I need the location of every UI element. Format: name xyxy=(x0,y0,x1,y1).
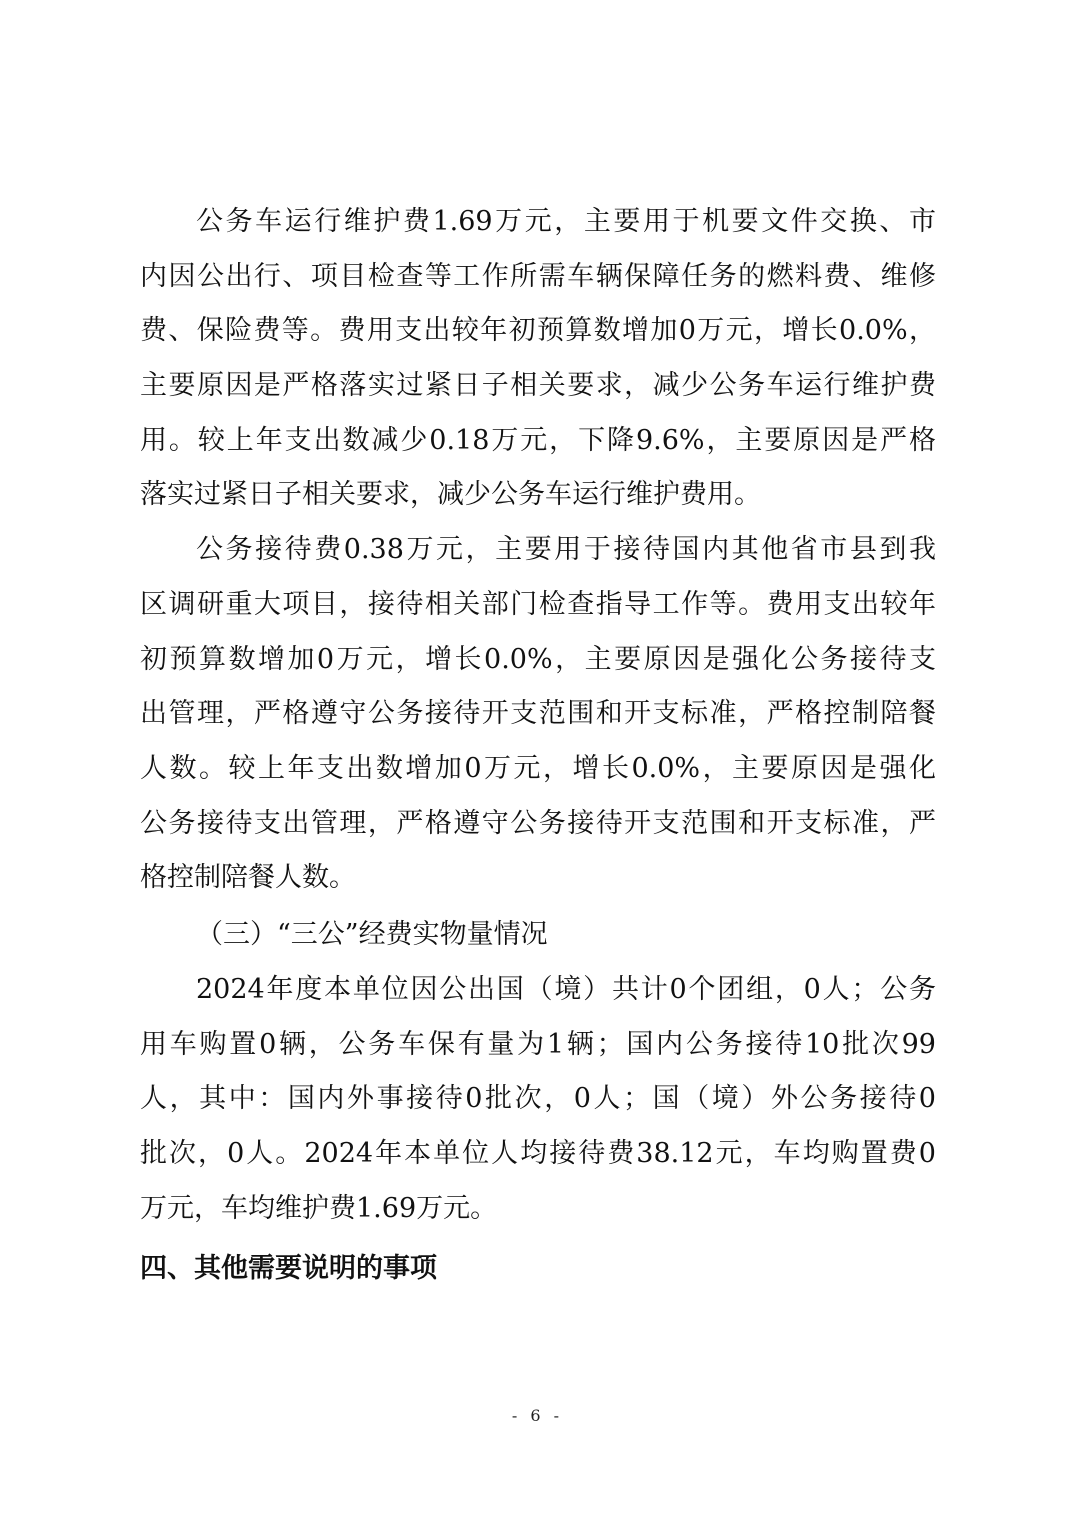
paragraph-line: 批次，0人。2024年本单位人均接待费38.12元，车均购置费0 xyxy=(140,1138,936,1169)
paragraph-line: 主要原因是严格落实过紧日子相关要求，减少公务车运行维护费 xyxy=(140,370,936,402)
paragraph-line: 公务接待费0.38万元，主要用于接待国内其他省市县到我 xyxy=(196,534,936,566)
paragraph xyxy=(140,195,936,523)
paragraph-line: 内因公出行、项目检查等工作所需车辆保障任务的燃料费、维修 xyxy=(140,260,936,292)
paragraph-line: 万元，车均维护费1.69万元。 xyxy=(140,1192,498,1224)
paragraph-line: 费、保险费等。费用支出较年初预算数增加0万元，增长0.0%， xyxy=(140,315,936,347)
paragraph-line: 用车购置0辆，公务车保有量为1辆；国内公务接待10批次99 xyxy=(140,1028,936,1060)
paragraph xyxy=(140,963,936,1236)
paragraph-line: 公务接待支出管理，严格遵守公务接待开支范围和开支标准，严 xyxy=(140,807,936,839)
paragraph-line: 人数。较上年支出数增加0万元，增长0.0%，主要原因是强化 xyxy=(140,752,936,784)
paragraph-line: 初预算数增加0万元，增长0.0%，主要原因是强化公务接待支 xyxy=(140,643,936,675)
paragraph-line: 人，其中：国内外事接待0批次，0人；国（境）外公务接待0 xyxy=(140,1083,936,1115)
paragraph xyxy=(140,523,936,906)
paragraph-line: 2024年度本单位因公出国（境）共计0个团组，0人；公务 xyxy=(196,973,936,1005)
paragraph-line: 用。较上年支出数减少0.18万元，下降9.6%，主要原因是严格 xyxy=(140,424,936,456)
paragraph-line: 格控制陪餐人数。 xyxy=(140,862,356,894)
paragraph-line: 区调研重大项目，接待相关部门检查指导工作等。费用支出较年 xyxy=(140,588,936,620)
subsection-heading: （三）“三公”经费实物量情况 xyxy=(196,918,548,950)
page-number: - 6 - xyxy=(511,1406,564,1425)
paragraph-line: 出管理，严格遵守公务接待开支范围和开支标准，严格控制陪餐 xyxy=(140,698,936,730)
paragraph-line: 公务车运行维护费1.69万元，主要用于机要文件交换、市 xyxy=(196,206,936,237)
document-body xyxy=(140,195,936,1299)
section-heading: 四、其他需要说明的事项 xyxy=(140,1253,437,1285)
paragraph-line: 落实过紧日子相关要求，减少公务车运行维护费用。 xyxy=(140,479,761,511)
